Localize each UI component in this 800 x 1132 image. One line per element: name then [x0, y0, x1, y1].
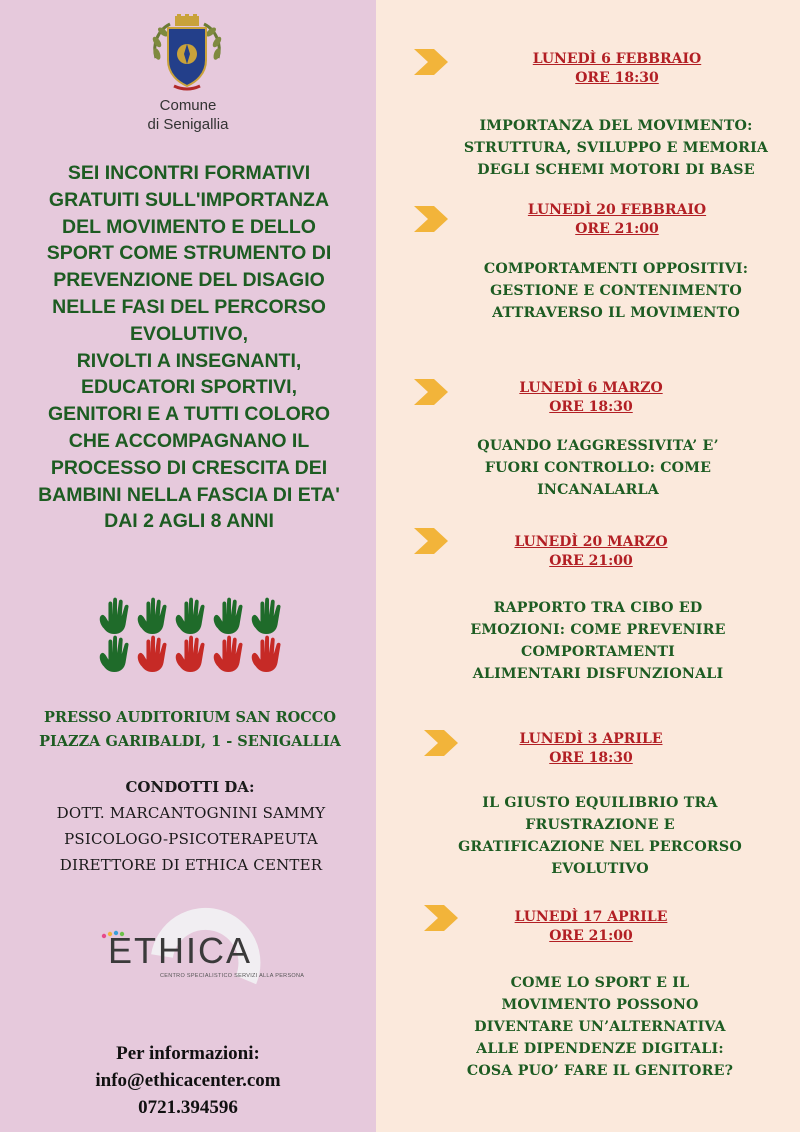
- event-title-line: DIVENTARE UN’ALTERNATIVA: [474, 1019, 726, 1035]
- conductor-name: DOTT. MARCANTOGNINI SAMMY: [56, 804, 326, 822]
- intro-line: RIVOLTI A INSEGNANTI,: [76, 349, 302, 372]
- chevron-right-icon: [414, 528, 448, 554]
- conductors-label: CONDOTTI DA:: [125, 778, 255, 796]
- hand-green-icon: [176, 598, 205, 634]
- event-date: [446, 533, 736, 571]
- event-date-time: ORE 18:30: [549, 399, 633, 415]
- event-date-time: ORE 21:00: [575, 221, 659, 237]
- event-date-day: LUNEDÌ 6 FEBBRAIO: [532, 51, 702, 67]
- event-date-day: LUNEDÌ 20 MARZO: [514, 534, 668, 550]
- chevron-right-icon: [414, 49, 448, 75]
- event-title-line: MOVIMENTO POSSONO: [501, 997, 699, 1013]
- event-title: [424, 597, 772, 685]
- event-title-line: ALLE DIPENDENZE DIGITALI:: [476, 1041, 724, 1057]
- event-title-line: QUANDO L’AGGRESSIVITA’ E’: [477, 438, 719, 454]
- event-date: [446, 730, 736, 768]
- event-date-day: LUNEDÌ 17 APRILE: [514, 909, 668, 925]
- event-date-time: ORE 21:00: [549, 928, 633, 944]
- event-title-line: GESTIONE E CONTENIMENTO: [490, 283, 742, 299]
- event-date-time: ORE 21:00: [549, 553, 633, 569]
- event-title-line: ATTRAVERSO IL MOVIMENTO: [492, 305, 740, 321]
- event-date: [472, 50, 762, 88]
- intro-line: EDUCATORI SPORTIVI,: [81, 376, 297, 399]
- intro-line: DAI 2 AGLI 8 ANNI: [104, 510, 274, 533]
- info-label: Per informazioni:: [116, 1043, 260, 1064]
- info-phone[interactable]: 0721.394596: [138, 1097, 238, 1118]
- event-date: [446, 379, 736, 417]
- event-date-day: LUNEDÌ 3 APRILE: [519, 731, 663, 747]
- intro-line: EVOLUTIVO,: [129, 322, 249, 345]
- event-title-line: FRUSTRAZIONE E: [525, 817, 675, 833]
- conductor-role: PSICOLOGO-PSICOTERAPEUTA: [64, 830, 318, 848]
- hand-red-icon: [252, 636, 281, 672]
- event-title: [420, 792, 780, 880]
- info-email[interactable]: info@ethicacenter.com: [95, 1070, 281, 1091]
- intro-line: NELLE FASI DEL PERCORSO: [52, 295, 326, 318]
- hand-red-icon: [176, 636, 205, 672]
- intro-line: SPORT COME STRUMENTO DI: [46, 242, 332, 265]
- info-block: [40, 1040, 336, 1121]
- hand-red-icon: [138, 636, 167, 672]
- comune-label: [100, 96, 276, 134]
- event-title-line: EVOLUTIVO: [551, 861, 649, 877]
- event-date: [446, 908, 736, 946]
- hand-green-icon: [214, 598, 243, 634]
- event-date-day: LUNEDÌ 20 FEBBRAIO: [527, 202, 707, 218]
- event-title-line: ALIMENTARI DISFUNZIONALI: [472, 666, 724, 682]
- event-title-line: IL GIUSTO EQUILIBRIO TRA: [482, 795, 718, 811]
- intro-line: GRATUITI SULL'IMPORTANZA: [48, 188, 330, 211]
- comune-line2: di Senigallia: [147, 116, 229, 133]
- hand-red-icon: [214, 636, 243, 672]
- event-date: [472, 201, 762, 239]
- event-title-line: GRATIFICAZIONE NEL PERCORSO: [458, 839, 742, 855]
- intro-line: GENITORI E A TUTTI COLORO: [47, 403, 331, 426]
- event-title-line: INCANALARLA: [537, 482, 659, 498]
- hand-green-icon: [100, 636, 129, 672]
- event-title-line: RAPPORTO TRA CIBO ED: [493, 600, 703, 616]
- venue-line2: PIAZZA GARIBALDI, 1 - SENIGALLIA: [39, 733, 341, 750]
- event-title: [420, 972, 780, 1082]
- intro-text: [22, 160, 356, 535]
- event-title-line: COMPORTAMENTI OPPOSITIVI:: [483, 261, 749, 277]
- hands-illustration: [96, 596, 292, 676]
- conductor-org: DIRETTORE DI ETHICA CENTER: [59, 856, 323, 874]
- venue-block: [10, 706, 370, 754]
- ethica-tagline: CENTRO SPECIALISTICO SERVIZI ALLA PERSONA: [160, 973, 305, 979]
- event-title-line: EMOZIONI: COME PREVENIRE: [470, 622, 726, 638]
- event-title-line: IMPORTANZA DEL MOVIMENTO:: [479, 118, 753, 134]
- event-date-day: LUNEDÌ 6 MARZO: [519, 380, 663, 396]
- event-title-line: COME LO SPORT E IL: [510, 975, 690, 991]
- event-title-line: DEGLI SCHEMI MOTORI DI BASE: [477, 162, 755, 178]
- hand-green-icon: [138, 598, 167, 634]
- conductors-block: [6, 800, 376, 878]
- intro-line: DEL MOVIMENTO E DELLO: [62, 215, 316, 238]
- event-title: [442, 115, 790, 181]
- intro-line: CHE ACCOMPAGNANO IL: [68, 429, 310, 452]
- event-title: [424, 435, 772, 501]
- comune-line1: Comune: [159, 97, 217, 114]
- event-title-line: COSA PUO’ FARE IL GENITORE?: [466, 1063, 734, 1079]
- venue-line1: PRESSO AUDITORIUM SAN ROCCO: [44, 709, 336, 726]
- comune-crest-icon: [148, 14, 226, 92]
- event-title-line: COMPORTAMENTI: [521, 644, 675, 660]
- intro-line: PREVENZIONE DEL DISAGIO: [53, 269, 325, 292]
- ethica-wordmark: ETHICA: [108, 930, 253, 971]
- hand-green-icon: [252, 598, 281, 634]
- intro-line: PROCESSO DI CRESCITA DEI: [50, 456, 328, 479]
- event-title-line: STRUTTURA, SVILUPPO E MEMORIA: [463, 140, 769, 156]
- event-date-time: ORE 18:30: [549, 750, 633, 766]
- event-date-time: ORE 18:30: [575, 70, 659, 86]
- hand-green-icon: [100, 598, 129, 634]
- chevron-right-icon: [414, 206, 448, 232]
- intro-line: BAMBINI NELLA FASCIA DI ETA': [38, 483, 340, 506]
- chevron-right-icon: [414, 379, 448, 405]
- intro-line: SEI INCONTRI FORMATIVI: [67, 162, 311, 184]
- event-title-line: FUORI CONTROLLO: COME: [484, 460, 712, 476]
- event-title: [442, 258, 790, 324]
